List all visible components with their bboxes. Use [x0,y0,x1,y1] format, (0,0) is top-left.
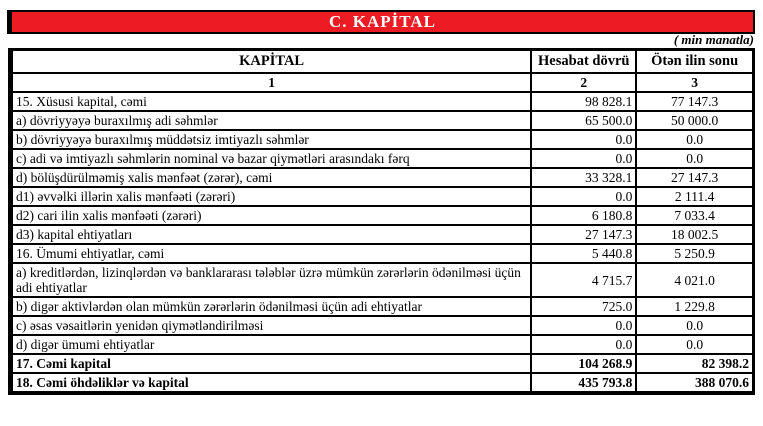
value-oten-ilin-sonu: 7 033.4 [636,206,753,225]
value-hesabat-dovru: 98 828.1 [531,92,636,111]
row-label: c) adi və imtiyazlı səhmlərin nominal və bazar qiymətləri arasındakı fərq [11,149,532,168]
table-row-15a [11,111,754,130]
row-label: b) digər aktivlərdən olan mümkün zərərlərin ödənilməsi üçün adi ehtiyatlar [11,297,532,316]
column-number-row [11,73,754,92]
value-oten-ilin-sonu: 0.0 [636,130,753,149]
row-label: a) kreditlərdən, lizinqlərdən və banklararası tələblər üzrə mümkün zərərlərin ödənilməsi üçün adi ehtiyatlar [11,263,532,297]
table-row-15 [11,92,754,111]
row-label: 16. Ümumi ehtiyatlar, cəmi [11,244,532,263]
value-oten-ilin-sonu: 1 229.8 [636,297,753,316]
value-hesabat-dovru: 0.0 [531,130,636,149]
value-hesabat-dovru: 6 180.8 [531,206,636,225]
row-label: d) digər ümumi ehtiyatlar [11,335,532,354]
value-oten-ilin-sonu: 4 021.0 [636,263,753,297]
value-hesabat-dovru: 435 793.8 [531,373,636,393]
value-oten-ilin-sonu: 18 002.5 [636,225,753,244]
unit-note: ( min manatla) [673,32,754,47]
capital-table [8,48,755,395]
value-oten-ilin-sonu: 388 070.6 [636,373,753,393]
row-label: 18. Cəmi öhdəliklər və kapital [11,373,532,393]
value-oten-ilin-sonu: 82 398.2 [636,354,753,373]
row-label: 15. Xüsusi kapital, cəmi [11,92,532,111]
row-label: d) bölüşdürülməmiş xalis mənfəət (zərər), cəmi [11,168,532,187]
value-oten-ilin-sonu: 27 147.3 [636,168,753,187]
table-row-17-total [11,354,754,373]
value-oten-ilin-sonu: 50 000.0 [636,111,753,130]
value-oten-ilin-sonu: 5 250.9 [636,244,753,263]
col-number-1: 1 [11,73,532,92]
row-label: d2) cari ilin xalis mənfəəti (zərəri) [11,206,532,225]
value-hesabat-dovru: 4 715.7 [531,263,636,297]
col-header-oten-ilin-sonu: Ötən ilin sonu [636,50,753,74]
value-hesabat-dovru: 0.0 [531,335,636,354]
value-hesabat-dovru: 0.0 [531,316,636,335]
row-label: d1) əvvəlki illərin xalis mənfəəti (zərəri) [11,187,532,206]
table-row-15d [11,168,754,187]
value-oten-ilin-sonu: 0.0 [636,335,753,354]
value-hesabat-dovru: 5 440.8 [531,244,636,263]
row-label: 17. Cəmi kapital [11,354,532,373]
table-row-16 [11,244,754,263]
row-label: b) dövriyyəyə buraxılmış müddətsiz imtiyazlı səhmlər [11,130,532,149]
value-oten-ilin-sonu: 77 147.3 [636,92,753,111]
table-row-15d3 [11,225,754,244]
col-number-3: 3 [636,73,753,92]
row-label: c) əsas vəsaitlərin yenidən qiymətləndirilməsi [11,316,532,335]
table-row-16a [11,263,754,297]
table-row-15c [11,149,754,168]
table-header-row [11,50,754,74]
table-row-16d [11,335,754,354]
table-row-15b [11,130,754,149]
value-hesabat-dovru: 65 500.0 [531,111,636,130]
table-row-15d1 [11,187,754,206]
value-oten-ilin-sonu: 0.0 [636,149,753,168]
value-hesabat-dovru: 725.0 [531,297,636,316]
table-row-18-total [11,373,754,393]
table-row-16b [11,297,754,316]
section-title-bar [7,10,755,34]
col-header-hesabat-dovru: Hesabat dövrü [531,50,636,74]
value-hesabat-dovru: 0.0 [531,149,636,168]
col-number-2: 2 [531,73,636,92]
value-hesabat-dovru: 104 268.9 [531,354,636,373]
col-header-kapital: KAPİTAL [11,50,532,74]
table-row-16c [11,316,754,335]
section-title: C. KAPİTAL [329,12,436,31]
table-row-15d2 [11,206,754,225]
value-hesabat-dovru: 33 328.1 [531,168,636,187]
row-label: d3) kapital ehtiyatları [11,225,532,244]
value-oten-ilin-sonu: 0.0 [636,316,753,335]
value-hesabat-dovru: 0.0 [531,187,636,206]
row-label: a) dövriyyəyə buraxılmış adi səhmlər [11,111,532,130]
value-oten-ilin-sonu: 2 111.4 [636,187,753,206]
value-hesabat-dovru: 27 147.3 [531,225,636,244]
